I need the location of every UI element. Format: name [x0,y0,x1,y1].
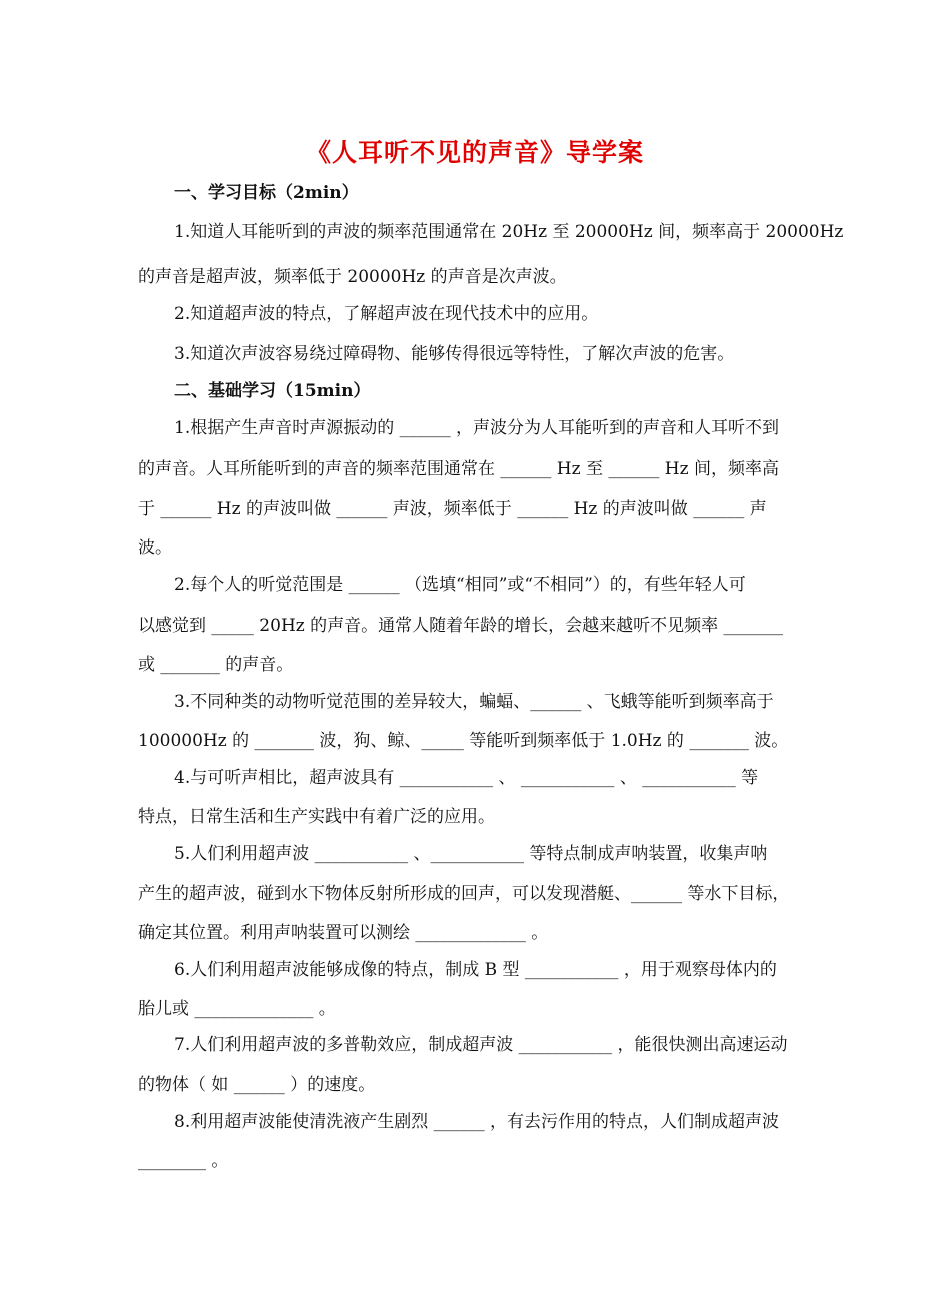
section-heading-goals: 一、学习目标（2min） [174,183,359,203]
question-line: 波。 [138,538,172,558]
question-line: ________ 。 [138,1151,229,1171]
question-line: 特点，日常生活和生产实践中有着广泛的应用。 [138,807,495,827]
question-line: 的声音。人耳所能听到的声音的频率范围通常在 ______ Hz 至 ______ Hz 间，频率高 [138,459,779,479]
question-line: 5.人们利用超声波 ___________ 、___________ 等特点制成声呐装置，收集声呐 [174,844,768,864]
question-line: 以感觉到 _____ 20Hz 的声音。通常人随着年龄的增长，会越来越听不见频率 _______ [138,616,784,636]
question-line: 产生的超声波，碰到水下物体反射所形成的回声，可以发现潜艇、______ 等水下目标， [138,884,790,904]
question-line: 3.不同种类的动物听觉范围的差异较大，蝙蝠、______ 、飞蛾等能听到频率高于 [174,692,774,712]
question-line: 100000Hz 的 _______ 波，狗、鲸、_____ 等能听到频率低于 1.0Hz 的 _______ 波。 [138,731,789,751]
question-line: 于 ______ Hz 的声波叫做 ______ 声波，频率低于 ______ Hz 的声波叫做 ______ 声 [138,499,767,519]
section-heading-basic: 二、基础学习（15min） [174,381,371,401]
question-line: 4.与可听声相比，超声波具有 ___________ 、 ___________ 、 ___________ 等 [174,768,759,788]
question-line: 确定其位置。利用声呐装置可以测绘 _____________ 。 [138,923,549,943]
question-line: 或 _______ 的声音。 [138,655,294,675]
text-line: 1.知道人耳能听到的声波的频率范围通常在 20Hz 至 20000Hz 间，频率高于 20000Hz [174,222,844,242]
question-line: 1.根据产生声音时声源振动的 ______ ，声波分为人耳能听到的声音和人耳听不到 [174,418,780,438]
question-line: 8.利用超声波能使清洗液产生剧烈 ______ ，有去污作用的特点，人们制成超声波 [174,1112,780,1132]
text-line: 2.知道超声波的特点，了解超声波在现代技术中的应用。 [174,304,599,324]
question-line: 胎儿或 ______________ 。 [138,999,336,1019]
question-line: 6.人们利用超声波能够成像的特点，制成 B 型 ___________ ，用于观察母体内的 [174,960,777,980]
page-title: 《人耳听不见的声音》导学案 [305,138,644,167]
text-line: 的声音是超声波，频率低于 20000Hz 的声音是次声波。 [138,267,567,287]
question-line: 2.每个人的听觉范围是 ______ （选填“相同”或“不相同”）的，有些年轻人可 [174,575,746,595]
question-line: 的物体（ 如 ______ ）的速度。 [138,1075,376,1095]
question-line: 7.人们利用超声波的多普勒效应，制成超声波 ___________ ，能很快测出高速运动 [174,1035,788,1055]
text-line: 3.知道次声波容易绕过障碍物、能够传得很远等特性，了解次声波的危害。 [174,344,735,364]
